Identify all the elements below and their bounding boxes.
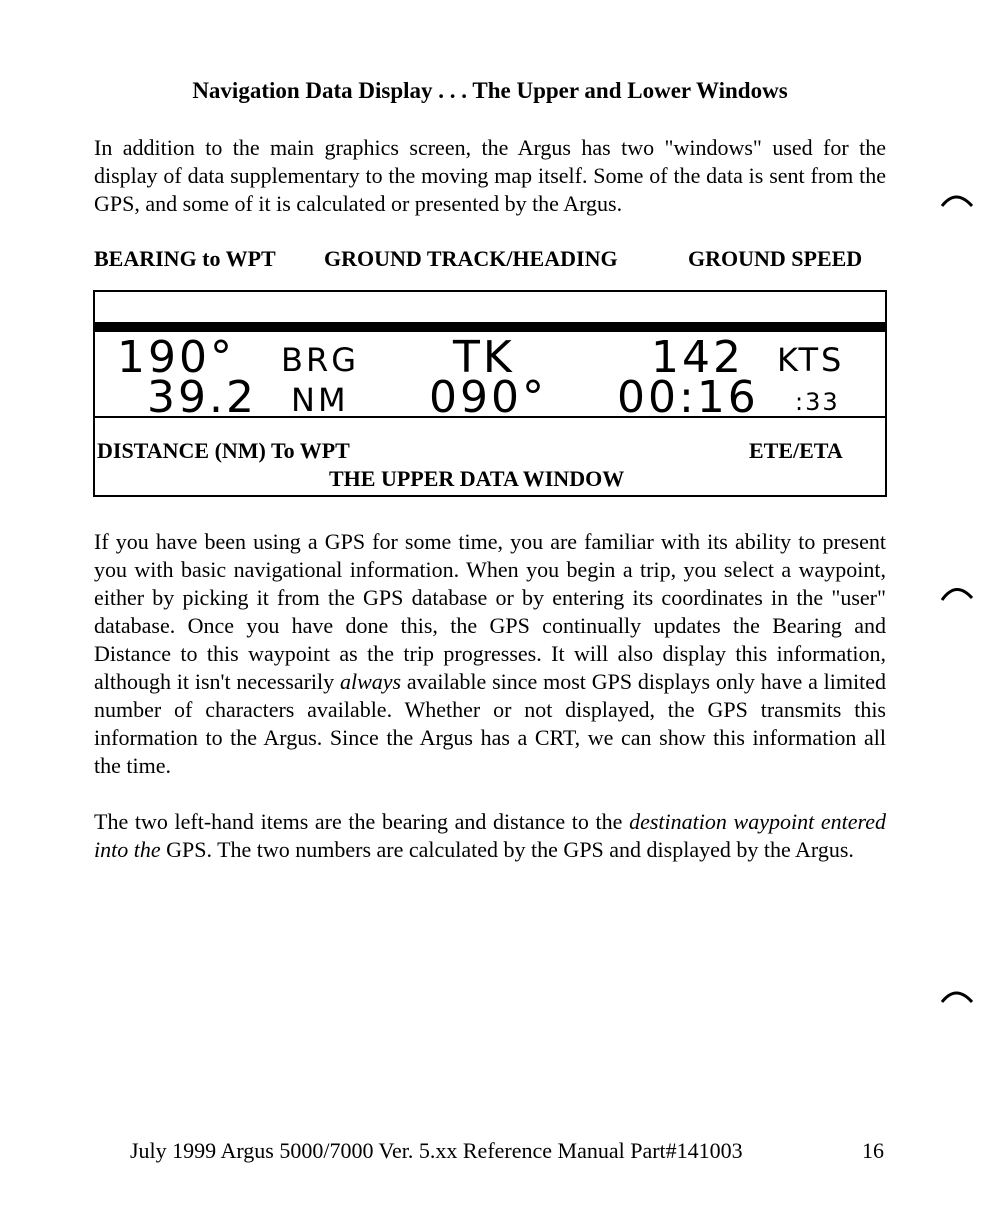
window-header-bar [95,322,885,332]
ground-speed-label: GROUND SPEED [688,246,863,271]
left-items-text-a: The two left-hand items are the bearing and distance to the [94,809,630,834]
distance-value: 39.2 [147,372,257,423]
ete-seconds: :33 [795,388,840,416]
speed-value: 142 [651,332,744,383]
ground-track-label: GROUND TRACK/HEADING [324,246,618,271]
ete-value: 00:16 [617,372,759,423]
distance-label: DISTANCE (NM) To WPT [97,438,350,463]
bearing-label: BEARING to WPT [94,246,276,271]
left-items-emphasis: destination waypoint entered into the [94,809,887,862]
binding-hole-mark-top [938,190,978,210]
page-footer [130,1138,884,1164]
bearing-unit: BRG [281,341,359,379]
binding-hole-mark-middle [938,582,978,602]
intro-paragraph: In addition to the main graphics screen, the Argus has two "windows" used for the display of data supplementary to the moving map itself. Some of the data is sent from the GPS, and some of it is calculated or presented by the Argus. [94,135,886,216]
speed-unit: KTS [777,341,845,379]
gps-paragraph-emphasis: always [339,669,402,694]
bearing-value: 190° [117,332,235,383]
lcd-readout [95,332,885,423]
page-number: 16 [862,1138,884,1163]
left-items-text-b: GPS. The two numbers are calculated by the GPS and displayed by the Argus. [160,837,854,862]
distance-unit: NM [291,381,349,419]
ete-eta-label: ETE/ETA [749,438,843,463]
window-caption: THE UPPER DATA WINDOW [329,466,625,491]
track-value: 090° [429,372,547,423]
track-label: TK [453,332,515,383]
gps-paragraph-text-a: If you have been using a GPS for some time, you are familiar with its ability to present you with basic navigational information. When you begin a trip, you select a waypoint, either by picking it from the GPS database or by entering its coordinates in the "user" database. Once you have done this, the GPS continually updates the Bearing and Distance to this waypoint as the trip progresses. It will also display this information, although it isn't necessarily [94,529,886,694]
gps-paragraph-text-b: available since most GPS displays only have a limited number of characters available. Whether or not displayed, the GPS transmits this information to the Argus. Since the Argus has a CRT, we can show this information all the time. [94,669,886,778]
gps-paragraph [94,528,886,780]
footer-text: July 1999 Argus 5000/7000 Ver. 5.xx Reference Manual Part#141003 [130,1138,743,1163]
upper-data-window [93,290,887,497]
page-heading: Navigation Data Display . . . The Upper and Lower Windows [192,78,788,103]
left-items-paragraph [94,808,886,864]
binding-hole-mark-bottom [938,986,978,1006]
